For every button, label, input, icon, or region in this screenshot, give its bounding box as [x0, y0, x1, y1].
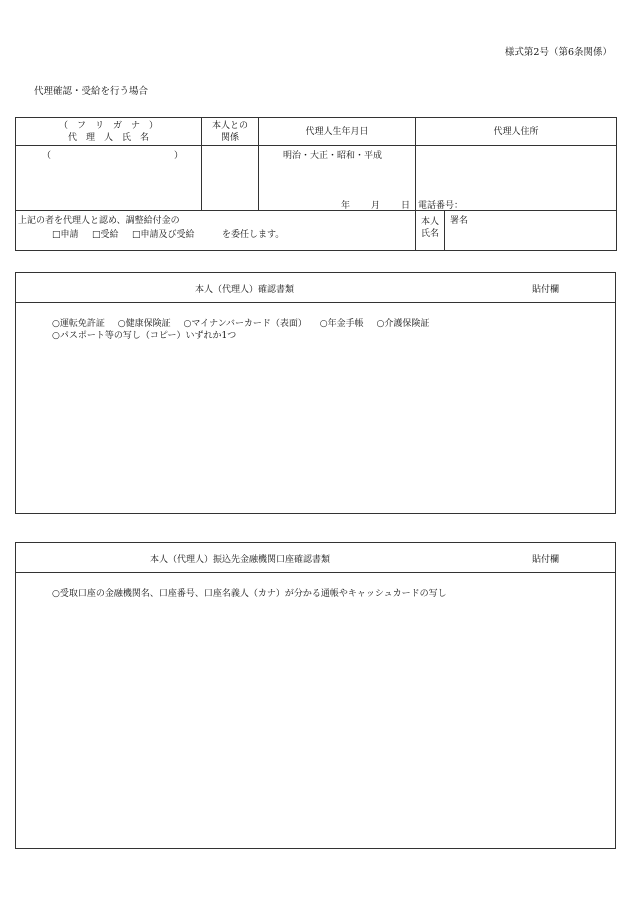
- dob-header: 代理人生年月日: [259, 118, 416, 146]
- option-pension-book: ○年金手帳: [319, 319, 364, 329]
- delegation-text: 上記の者を代理人と認め、調整給付金の: [18, 216, 180, 226]
- address-header: 代理人住所: [416, 118, 617, 146]
- bank-docs-title: 本人（代理人）振込先金融機関口座確認書類: [150, 555, 331, 565]
- checkbox-apply[interactable]: □申請: [52, 230, 79, 240]
- principal-label-line2: 氏名: [420, 229, 439, 239]
- option-care-insurance: ○介護保険証: [376, 319, 430, 329]
- day-label: 日: [401, 201, 411, 211]
- proxy-name-label: 代 理 人 氏 名: [67, 132, 149, 143]
- relation-label-line1: 本人との: [211, 120, 248, 131]
- signature-label: 署名: [450, 216, 469, 226]
- option-drivers-license: ○運転免許証: [52, 319, 105, 329]
- id-docs-options-line1: [52, 318, 615, 330]
- option-my-number-card: ○マイナンバーカード（表面）: [183, 319, 307, 329]
- id-documents-section: [15, 272, 616, 514]
- principal-label-cell: [416, 211, 445, 251]
- phone-label: 電話番号：: [418, 201, 464, 211]
- delegation-cell: [16, 211, 416, 251]
- year-label: 年: [341, 201, 351, 211]
- proxy-info-table: [15, 117, 617, 251]
- era-options: 明治・大正・昭和・平成: [283, 151, 383, 161]
- id-docs-paste-area[interactable]: [16, 303, 615, 342]
- address-field[interactable]: [416, 146, 617, 211]
- relation-header: [202, 118, 259, 146]
- checkbox-receive[interactable]: □受給: [92, 230, 119, 240]
- bank-docs-paste-label: 貼付欄: [531, 555, 559, 565]
- option-health-insurance: ○健康保険証: [117, 319, 171, 329]
- proxy-name-field[interactable]: [16, 146, 202, 211]
- relation-label-line2: 関係: [220, 132, 239, 143]
- id-docs-paste-label: 貼付欄: [531, 285, 559, 295]
- delegate-suffix: を委任します。: [222, 230, 285, 240]
- paren-open: （: [42, 151, 52, 161]
- checkbox-apply-and-receive[interactable]: □申請及び受給: [132, 230, 195, 240]
- bank-docs-paste-area[interactable]: [16, 573, 615, 600]
- relation-field[interactable]: [202, 146, 259, 211]
- month-label: 月: [371, 201, 381, 211]
- bank-documents-section: [15, 542, 616, 849]
- form-number: 様式第2号（第6条関係）: [504, 47, 612, 58]
- signature-field[interactable]: [445, 211, 617, 251]
- bank-docs-line1: ○受取口座の金融機関名、口座番号、口座名義人（カナ）が分かる通帳やキャッシュカードの写し: [52, 589, 447, 599]
- furigana-label: （ フ リ ガ ナ ）: [58, 120, 158, 131]
- principal-label-line1: 本人: [420, 217, 439, 227]
- paren-close: ）: [174, 151, 184, 161]
- id-docs-options-line2: ○パスポート等の写し（コピー）いずれか1つ: [52, 331, 237, 341]
- proxy-name-header: [16, 118, 202, 146]
- section-heading: 代理確認・受給を行う場合: [34, 86, 149, 97]
- dob-field[interactable]: [259, 146, 416, 211]
- id-docs-title: 本人（代理人）確認書類: [195, 285, 295, 295]
